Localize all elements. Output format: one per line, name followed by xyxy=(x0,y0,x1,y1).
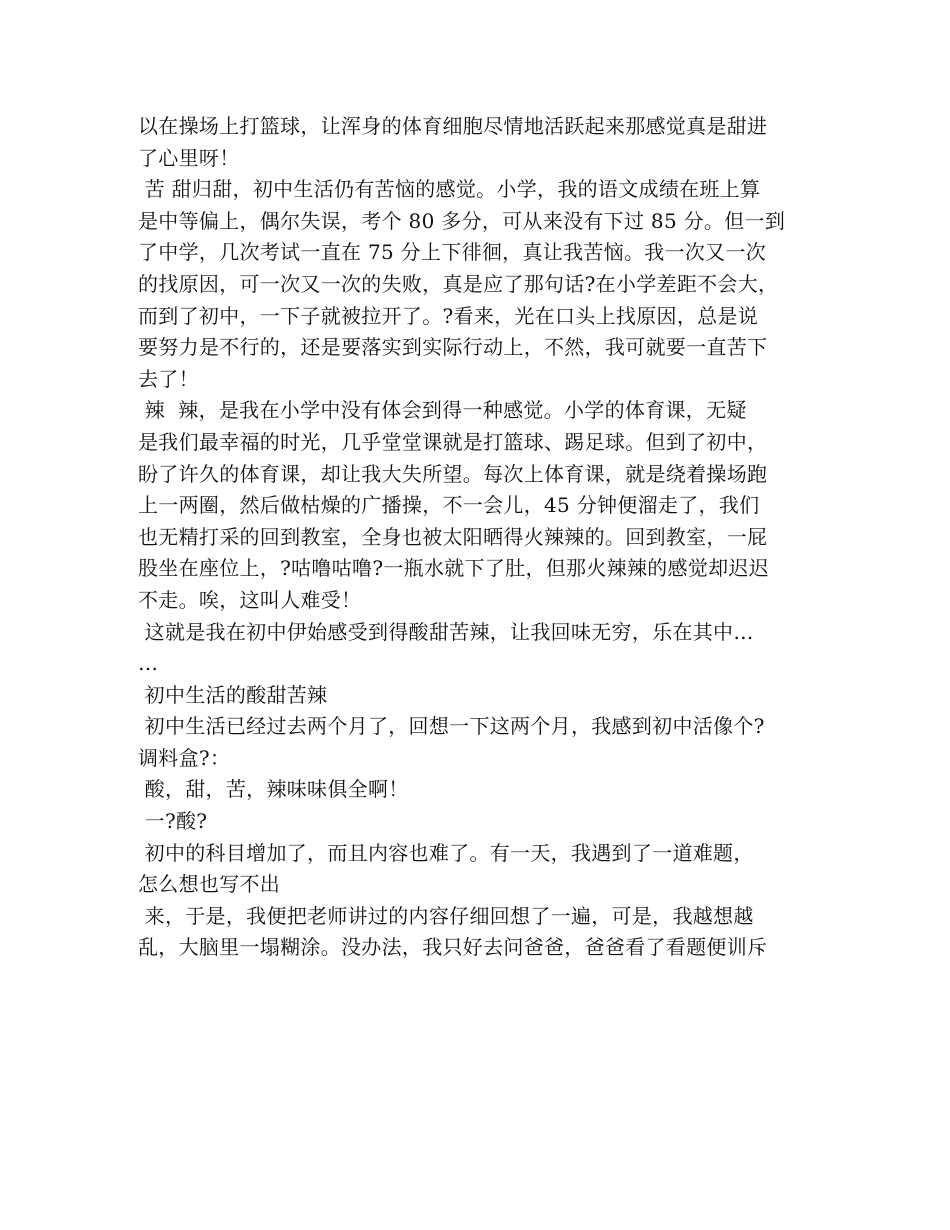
text-line: 也无精打采的回到教室，全身也被太阳晒得火辣辣的。回到教室，一屁 xyxy=(138,524,768,549)
text-line: 以在操场上打篮球，让浑身的体育细胞尽情地活跃起来那感觉真是甜进 xyxy=(138,114,768,138)
text-line: … xyxy=(138,651,159,676)
text-line: 了中学，几次考试一直在 75 分上下徘徊，真让我苦恼。我一次又一次 xyxy=(138,240,767,265)
text-line: 是我们最幸福的时光，几乎堂堂课就是打篮球、踢足球。但到了初中， xyxy=(138,429,768,454)
text-line: 酸，甜，苦，辣味味俱全啊！ xyxy=(138,777,409,802)
text-line: 这就是我在初中伊始感受到得酸甜苦辣，让我回味无穷，乐在其中… xyxy=(138,619,754,644)
text-line: 了心里呀！ xyxy=(138,145,240,170)
section-title: 初中生活的酸甜苦辣 xyxy=(138,682,328,707)
text-line: 调料盒?： xyxy=(138,745,231,770)
text-line: 是中等偏上，偶尔失误，考个 80 多分，可从来没有下过 85 分。但一到 xyxy=(138,208,786,233)
text-line: 股坐在座位上，?咕噜咕噜?一瓶水就下了肚，但那火辣辣的感觉却迟迟 xyxy=(138,556,770,581)
text-line: 乱，大脑里一塌糊涂。没办法，我只好去问爸爸，爸爸看了看题便训斥 xyxy=(138,935,768,960)
text-line: 初中的科目增加了，而且内容也难了。有一天，我遇到了一道难题， xyxy=(138,840,754,865)
text-line: 怎么想也写不出 xyxy=(138,872,281,897)
text-line: 初中生活已经过去两个月了，回想一下这两个月，我感到初中活像个? xyxy=(138,714,765,739)
text-line: 的找原因，可一次又一次的失败，真是应了那句话?在小学差距不会大， xyxy=(138,271,779,296)
text-line: 而到了初中，一下子就被拉开了。?看来，光在口头上找原因，总是说 xyxy=(138,303,759,328)
text-line: 盼了许久的体育课，却让我大失所望。每次上体育课，就是绕着操场跑 xyxy=(138,461,768,486)
text-line: 上一两圈，然后做枯燥的广播操，不一会儿，45 分钟便溜走了，我们 xyxy=(138,493,760,518)
text-line: 苦 甜归甜，初中生活仍有苦恼的感觉。小学，我的语文成绩在班上算 xyxy=(138,177,761,202)
essay-text xyxy=(138,111,828,964)
text-line: 要努力是不行的，还是要落实到实际行动上，不然，我可就要一直苦下 xyxy=(138,335,768,360)
text-line: 来，于是，我便把老师讲过的内容仔细回想了一遍，可是，我越想越 xyxy=(138,903,754,928)
subsection-heading: 一?酸? xyxy=(138,809,208,834)
text-line: 去了！ xyxy=(138,366,199,391)
text-line: 辣 辣，是我在小学中没有体会到得一种感觉。小学的体育课，无疑 xyxy=(138,398,747,423)
text-line: 不走。唉，这叫人难受！ xyxy=(138,587,362,612)
